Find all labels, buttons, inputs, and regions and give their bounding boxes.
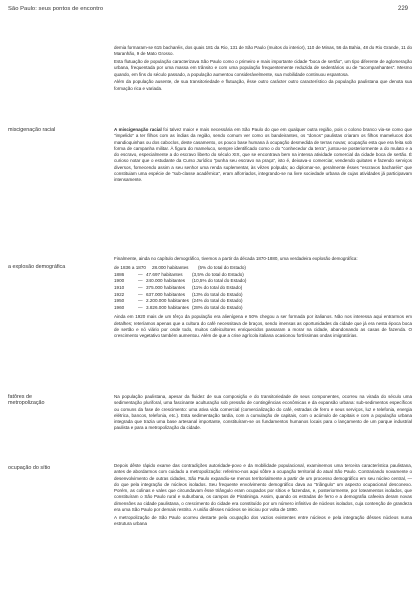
table-cell-value: 240.000 habitantes: [146, 278, 186, 284]
table-cell-dash: —: [138, 278, 143, 284]
table-cell-note: (24% do total do Estado): [192, 298, 243, 304]
table-cell-value: 375.000 habitantes: [146, 285, 186, 291]
table-row: [114, 285, 412, 292]
paragraph-9: A metropolização de São Paulo ocorreu destarte pela ocupação dos vazios existentes entre núcleos e pela integração dêsses núcleos numa estrutura urbana: [114, 514, 412, 526]
paragraph-4: [114, 127, 412, 183]
population-table-intro-row: [114, 265, 412, 272]
page-number: 229: [397, 6, 408, 12]
population-table-intro: de 1836 a 1870: [114, 265, 146, 271]
paragraph-2: Esta flutuação de população caracterizava São Paulo como o primeiro e mais importante cidade "boca de sertão", um tipo diferente de aglomeração urbana, frequentada por uma massa em trânsito e com uma população frequentemente reduzida de sedentários ou de "acompanhantes". Mesmo quando, em fins do século passado, a população aumentou consideràvelmente, sua mobilidade continuou espantosa.: [114, 59, 412, 77]
table-cell-note: (11% do total do Estado): [192, 285, 243, 291]
table-cell-note: (3,5% do total do Estado): [192, 271, 244, 277]
table-cell-dash: —: [138, 304, 143, 310]
sidenote-fatores-metropolizacao: [8, 394, 106, 407]
table-row: [114, 278, 412, 285]
table-row: [114, 272, 412, 279]
table-cell-value: 3.826.000 habitantes: [146, 304, 189, 310]
sidenote-fatores-line-1: fatôres de: [8, 394, 32, 400]
running-title: São Paulo: seus pontos de encontro: [8, 6, 104, 12]
table-cell-dash: —: [138, 291, 143, 297]
body-column-fatores: [114, 394, 412, 433]
table-cell-note: (5% do total do Estado): [197, 265, 246, 271]
table-cell-year: 1886: [114, 271, 125, 277]
table-cell-dash: —: [138, 285, 143, 291]
body-column-explosao: [114, 256, 412, 341]
body-column-top: [114, 45, 412, 93]
paragraph-4-lead: A miscigenação racial: [114, 127, 162, 132]
population-table: [114, 265, 412, 311]
paragraph-1: demia formaram-se 615 bacharéis, dos quais 181 da Rio, 131 de São Paulo (muitos do interior), 110 de Minas, 56 da Bahia, 48 do Rio Grande, 11 do Maranhão, 9 de Mato Grosso.: [114, 45, 412, 57]
table-cell-value: 2.200.000 habitantes: [146, 298, 189, 304]
table-row: [114, 292, 412, 299]
table-cell-note: (28% do total do Estado): [192, 304, 243, 310]
paragraph-7: Na população paulistana, apesar da fluidez de sua composição e do transitoriedade de seus componentes, ocorreu na virada do século uma sedimentação pluriforal, uma fascinante aculturação sob pressão de contingências econômicas e da expansão urbana: sub-sedimentos específicos ou comuns da fase de crescimento: uma ativa vida comercial (comercialização do café, estradas de ferro e seus serviços, luz e telefonia, energia elétrica, bancos, telefonia, etc.). Esta sedimentação tardia, com a cumulação de capitais, com o acúmulo de capitais e com a população urbana integrada que trazia uma base artesanal importante, constituíram-se os fundamentos humanos locais para o lançamento de um parque industrial paulista e para a metropolização da cidade.: [114, 394, 412, 431]
table-cell-year: 1910: [114, 285, 125, 291]
table-cell-note: (10,5% do total do Estado): [192, 278, 247, 284]
body-column-miscigenacao: [114, 127, 412, 185]
table-cell-year: 1900: [114, 278, 125, 284]
paragraph-8: Depois dêste rápido exame das contradições autoridade-povo e da mobilidade populacional, examinemos uma terceira característica paulistana, antes de abordarmos com cuidado a metropolização: referimo-nos aqui sôbre a ocupação territorial do atual São Paulo. Contrariando novamente o desenvolvimento de outras cidades, São Paulo expandiu-se menos territorialmente a partir de um processo demográfico em seu núcleo central, — do que pela integração de núcleos isolados. Seu frequente envolvimento demográfico dava ao "triângulo" um aspecto ocupacional desconexo. Porém, as colinas e vales que circundavam êsse triângulo eram ocupados por sítios e fazendas, e, posteriormente, por loteamentos isolados, que constituíram o São Paulo rural e suburbana, os campos de Piratininga. Assim, quando os estradas de ferro e a demografia cafeeira deram novas dimensões ao cidade paulistana, o crescimento do cidade era constituído por um número infinitivo de núcleos isolados, cuja contenção de grandeza era uma São Paulo por demais restrito. A união dêsses núcleos se iniciou por volta de 1890.: [114, 463, 412, 512]
sidenote-miscigenacao: miscigenação racial: [8, 127, 56, 133]
table-row: [114, 305, 412, 312]
paragraph-6: Ainda em 1920 mais de um têrço da população era alienígena e 50% chegou a ser formada por italianos. Não nos interessa aqui entrarmos em detalhes; reteríamos apenas que a cultura do café necessitava de braços, sendo imensas as oportunidades da cidade que já era nesta época boca de sertão e nó viário por onde todo, muitos cafeicultores enriquecidos passaram a morar na cidade, abandonando as casas de fazenda. O crescimento vegetativo também aumentou. Além de que a crise agrícola italiana ocasionou fortíssimas ondas imigratórias.: [114, 314, 412, 339]
table-cell-value: 47.697 habitantes: [146, 271, 183, 277]
table-cell-note: (13% do total do Estado): [192, 291, 243, 297]
table-cell-dash: —: [138, 298, 143, 304]
table-cell-dash: —: [138, 271, 143, 277]
table-cell-year: 1960: [114, 304, 125, 310]
table-row: [114, 298, 412, 305]
table-cell-value: 28.000 habitantes: [151, 265, 189, 271]
table-cell-value: 637.000 habitantes: [146, 291, 186, 297]
paragraph-3: Além da população ausente, de sua transitoriedade e flutuação, êsse outro carácter outro característico da população paulistana que denota sua formação rica e variada.: [114, 79, 412, 91]
sidenote-fatores-line-2: metropolização: [8, 400, 45, 407]
body-column-ocupacao: [114, 463, 412, 529]
paragraph-4-text: foi talvez maior e mais necessária em São Paulo do que em qualquer outra região, pois o colono branco via-se como que "impelido" a ter filhos com as índias da região, sendo comum ver como os bandeirantes, os "donos" paulistas criaram os filhos mamelucos dos mandioquinhas ou dos caboclos, deste casamento, os pouco base humana à ocupação desmedida de terras novas; ocupação esta que era feita sob forma de campanha militar. À figura do mameluco, sempre identificado como o do "conhecedor da terra", juntou-se posteriormente a do mulato e a do escravo, especialmente a do escravo liberto do século XIX, que se encontrava bem na intensa atividade comercial da cidade boca de sertão. É curioso notar que o estudante da Curso Jurídico "punha seu escravo na praça", isto é, deixava-o comerciar, vendendo quitutes e fazendo serviços diversos, fornecendo assim a seu senhor uma renda suplementar, às vêzes polpuda; ao diplomar-se, geralmente êsses "escravos bacharéis" que constituiam uma espécie de "sub-classe acadêmica", eram alforriados, integrando-se na livre sociedade urbana de cujas atividades já participavam intensamente.: [114, 127, 412, 182]
sidenote-explosao-demografica: a explosão demográfica: [8, 264, 66, 270]
sidenote-ocupacao-sitio: ocupação do sítio: [8, 465, 51, 471]
table-cell-year: 1922: [114, 291, 125, 297]
paragraph-5: Finalmente, ainda no capítulo demográfico, tivemos a partir da década 1870-1880, uma verdadeira explosão demográfica:: [114, 256, 358, 261]
table-cell-year: 1950: [114, 298, 125, 304]
